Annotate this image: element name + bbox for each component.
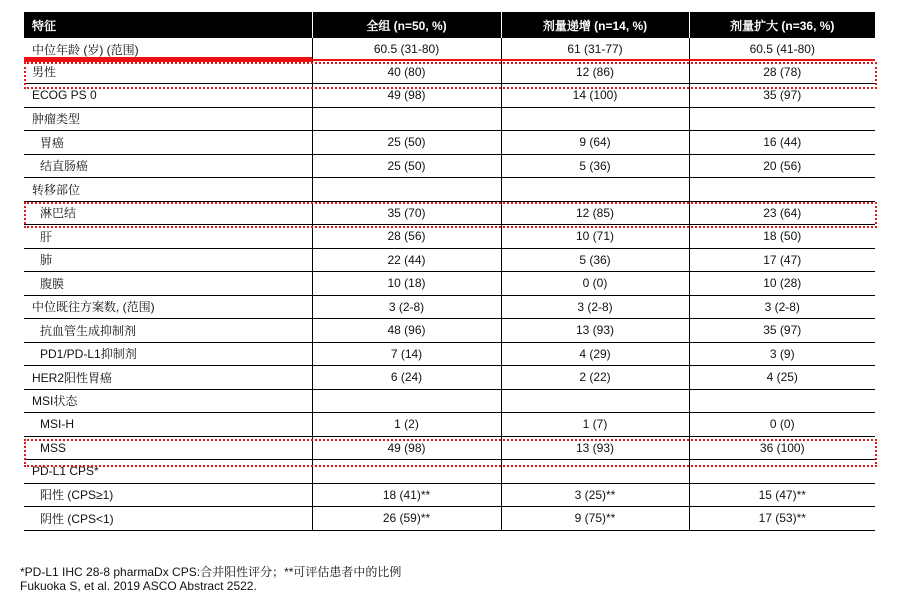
table-row bbox=[24, 272, 875, 296]
red-highlight-underline-full bbox=[24, 59, 875, 61]
cell-escalation: 13 (93) bbox=[501, 319, 689, 343]
cell-expansion: 17 (47) bbox=[689, 248, 875, 272]
table-row bbox=[24, 178, 875, 202]
cell-expansion: 10 (28) bbox=[689, 272, 875, 296]
table-row bbox=[24, 389, 875, 413]
header-expansion: 剂量扩大 (n=36, %) bbox=[689, 12, 875, 38]
row-label: MSI状态 bbox=[24, 389, 312, 413]
cell-escalation: 2 (22) bbox=[501, 366, 689, 390]
cell-escalation bbox=[501, 389, 689, 413]
cell-all bbox=[312, 107, 501, 131]
cell-all: 25 (50) bbox=[312, 154, 501, 178]
cell-escalation bbox=[501, 107, 689, 131]
cell-escalation: 3 (2-8) bbox=[501, 295, 689, 319]
row-label: 肝 bbox=[24, 225, 312, 249]
table-row bbox=[24, 295, 875, 319]
cell-all: 35 (70) bbox=[312, 201, 501, 225]
header-characteristic: 特征 bbox=[24, 12, 312, 38]
cell-escalation: 5 (36) bbox=[501, 248, 689, 272]
row-label: PD-L1 CPS* bbox=[24, 460, 312, 484]
row-label: 胃癌 bbox=[24, 131, 312, 155]
table-row bbox=[24, 154, 875, 178]
row-label: 结直肠癌 bbox=[24, 154, 312, 178]
table-row bbox=[24, 319, 875, 343]
cell-all: 10 (18) bbox=[312, 272, 501, 296]
cell-expansion: 23 (64) bbox=[689, 201, 875, 225]
cell-expansion bbox=[689, 107, 875, 131]
table-row bbox=[24, 342, 875, 366]
cell-all: 25 (50) bbox=[312, 131, 501, 155]
cell-all bbox=[312, 178, 501, 202]
cell-expansion: 36 (100) bbox=[689, 436, 875, 460]
table-row bbox=[24, 131, 875, 155]
cell-all bbox=[312, 389, 501, 413]
cell-escalation: 5 (36) bbox=[501, 154, 689, 178]
cell-all: 49 (98) bbox=[312, 436, 501, 460]
cell-escalation: 14 (100) bbox=[501, 84, 689, 108]
cell-expansion: 4 (25) bbox=[689, 366, 875, 390]
table-row bbox=[24, 225, 875, 249]
row-label: 阴性 (CPS<1) bbox=[24, 507, 312, 531]
cell-escalation: 61 (31-77) bbox=[501, 38, 689, 61]
highlight-box-male bbox=[24, 62, 877, 89]
cell-expansion: 35 (97) bbox=[689, 319, 875, 343]
row-label: 中位既往方案数, (范围) bbox=[24, 295, 312, 319]
cell-all: 60.5 (31-80) bbox=[312, 38, 501, 61]
cell-expansion: 17 (53)** bbox=[689, 507, 875, 531]
table-row bbox=[24, 483, 875, 507]
cell-all: 7 (14) bbox=[312, 342, 501, 366]
cell-expansion bbox=[689, 389, 875, 413]
row-label: 肿瘤类型 bbox=[24, 107, 312, 131]
cell-escalation: 9 (64) bbox=[501, 131, 689, 155]
table-row bbox=[24, 507, 875, 531]
row-label: 肺 bbox=[24, 248, 312, 272]
row-label: MSS bbox=[24, 436, 312, 460]
cell-escalation: 12 (86) bbox=[501, 61, 689, 84]
cell-all: 49 (98) bbox=[312, 84, 501, 108]
cell-expansion: 0 (0) bbox=[689, 413, 875, 437]
row-label: 阳性 (CPS≥1) bbox=[24, 483, 312, 507]
row-label: HER2阳性胃癌 bbox=[24, 366, 312, 390]
cell-expansion: 20 (56) bbox=[689, 154, 875, 178]
row-label: 男性 bbox=[24, 61, 312, 84]
cell-all: 26 (59)** bbox=[312, 507, 501, 531]
row-label: MSI-H bbox=[24, 413, 312, 437]
cell-escalation: 9 (75)** bbox=[501, 507, 689, 531]
cell-all: 40 (80) bbox=[312, 61, 501, 84]
header-escalation: 剂量递增 (n=14, %) bbox=[501, 12, 689, 38]
cell-expansion: 15 (47)** bbox=[689, 483, 875, 507]
cell-expansion: 3 (9) bbox=[689, 342, 875, 366]
row-label: 转移部位 bbox=[24, 178, 312, 202]
cell-escalation: 0 (0) bbox=[501, 272, 689, 296]
cell-expansion: 18 (50) bbox=[689, 225, 875, 249]
footnote-citation: Fukuoka S, et al. 2019 ASCO Abstract 2522. bbox=[20, 579, 257, 593]
row-label: 腹膜 bbox=[24, 272, 312, 296]
cell-expansion: 16 (44) bbox=[689, 131, 875, 155]
cell-expansion: 35 (97) bbox=[689, 84, 875, 108]
table-row bbox=[24, 413, 875, 437]
cell-expansion: 60.5 (41-80) bbox=[689, 38, 875, 61]
table-row bbox=[24, 248, 875, 272]
cell-all: 48 (96) bbox=[312, 319, 501, 343]
row-label: ECOG PS 0 bbox=[24, 84, 312, 108]
highlight-box-mss bbox=[24, 439, 877, 467]
row-label: PD1/PD-L1抑制剂 bbox=[24, 342, 312, 366]
cell-expansion bbox=[689, 178, 875, 202]
cell-all: 22 (44) bbox=[312, 248, 501, 272]
highlight-box-lymph-node bbox=[24, 202, 877, 228]
cell-all: 28 (56) bbox=[312, 225, 501, 249]
row-label: 抗血管生成抑制剂 bbox=[24, 319, 312, 343]
cell-escalation: 3 (25)** bbox=[501, 483, 689, 507]
cell-all: 18 (41)** bbox=[312, 483, 501, 507]
table-row bbox=[24, 366, 875, 390]
cell-expansion: 3 (2-8) bbox=[689, 295, 875, 319]
cell-escalation: 12 (85) bbox=[501, 201, 689, 225]
footnote-cps: *PD-L1 IHC 28-8 pharmaDx CPS:合并阳性评分；**可评估患者中的比例 bbox=[20, 565, 402, 579]
row-label: 淋巴结 bbox=[24, 201, 312, 225]
cell-all: 3 (2-8) bbox=[312, 295, 501, 319]
cell-escalation: 13 (93) bbox=[501, 436, 689, 460]
cell-all: 6 (24) bbox=[312, 366, 501, 390]
row-label: 中位年龄 (岁) (范围) bbox=[32, 42, 139, 57]
cell-expansion: 28 (78) bbox=[689, 61, 875, 84]
cell-escalation bbox=[501, 178, 689, 202]
cell-escalation: 1 (7) bbox=[501, 413, 689, 437]
cell-all: 1 (2) bbox=[312, 413, 501, 437]
header-all: 全组 (n=50, %) bbox=[312, 12, 501, 38]
cell-escalation: 4 (29) bbox=[501, 342, 689, 366]
table-header-row bbox=[24, 12, 875, 38]
cell-escalation: 10 (71) bbox=[501, 225, 689, 249]
table-row bbox=[24, 107, 875, 131]
